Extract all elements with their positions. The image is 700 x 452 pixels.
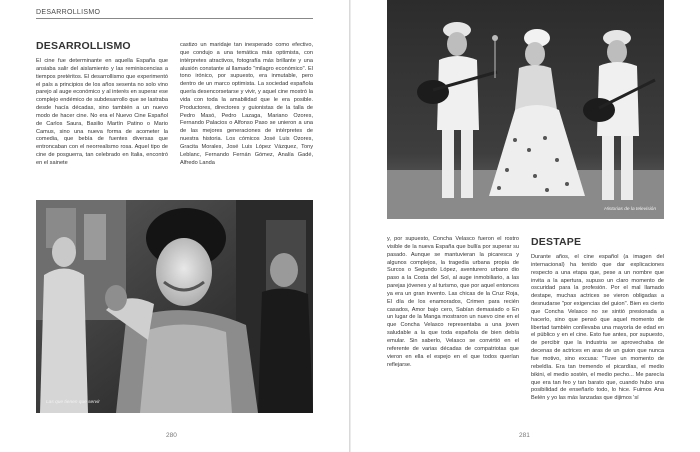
left-photo-caption: Las que tienen que servir [46,400,100,405]
left-page-number: 280 [166,432,177,439]
right-page [351,0,700,452]
section-title-destape: DESTAPE [531,236,582,248]
right-photo-caption: Historias de la televisión [604,207,656,212]
left-column-2-text: castizo un maridaje tan inesperado como efectivo, que condujo a una temática más optimista, con intérpretes atractivos, fotografía más brillante y una alusión constante al llamado "milagro económico". El tono irónico, por supuesto, era inmutable, pero dentro de un marco optimista. La sociedad española quería desencorsetarse y vivir, y aquel cine mostró la vida con toda la amabilidad que le era posible. Productores, directores y guionistas de la talla de Pedro Masó, Pedro Lazaga, Mariano Ozores, Fernando Palacios o Alfonso Paso se unieron a una de las mejores generaciones de intérpretes de nuestra historia. Los cómicos José Luis Ozores, Gracita Morales, José Luis López Vázquez, Tony Leblanc, Fernando Fernán Gómez, Analía Gadé, Alfredo Landa [180,42,313,166]
running-head: DESARROLLISMO [36,9,313,19]
right-film-still-photo [387,0,664,219]
section-title-desarrollismo: DESARROLLISMO [36,40,131,52]
right-column-1-text: y, por supuesto, Concha Velasco fueron el rostro visible de la nueva España que bullía por superar su pasado. Aunque se mantuvieran la picaresca y algunos complejos, la tragedia urbana propia de Surcos o Segundo López, aventurero urbano dio paso a la Costa del Sol, al auge inmobiliario, a las parejas jóvenes y al turismo, que por aquel entonces ya era un gran invento. Las chicas de la Cruz Roja, El día de los enamorados, Crimen para recién casados, Amor bajo cero, Sabían demasiado o En un lugar de la Manga mostraron un nuevo cine en el que Concha Velasco representaba a una joven saludable a la que toda española de bien debía emular. Sin saberlo, Velasco se convirtió en el referente de varias décadas de compatriotas que vieron en ella el espejo en el que todos querían reflejarse. [387,236,519,368]
left-column-1-text: El cine fue determinante en aquella España que ansiaba salir del aislamiento y las reminiscencias a tiempos pretéritos. El desarrollismo que experimentó el país a principios de los años sesenta no solo vino parejo al auge económico y al interés en superar ese complejo endémico de subdesarrollo que se lastraba desde hacía décadas, sino también a un nuevo modo de hacer cine. No era el Nuevo Cine Español de Carlos Saura, Basilio Martín Patino o Mario Camus, sino una nueva forma de acometer la comedia, que bebía de fuentes diversas que entroncaban con el neorrealismo rosa. Aquel tipo de cine de posguerra, tan celebrado en Italia, encontró en el sainete [36,58,168,166]
right-page-number: 281 [519,432,530,439]
left-page [0,0,349,452]
right-column-2-text: Durante años, el cine español (a imagen del internacional) ha tenido que dar explicaciones respecto a una etapa que, pese a un nombre que invita a la apertura, supuso un claro momento de oscuridad para la profesión. Por el mal llamado destape, muchas actrices se vieron obligadas a desnudarse "por exigencias del guion". Bien es cierto que Concha Velasco no se sintió presionada a hacerlo, sino que pensó que aquel momento de libertad también conllevaba una mayoría de edad en el público y en el cine. Esto fue antes, por supuesto, de percibir que la industria se aprovechaba de decenas de actrices en aras de un guion que nunca fue motivo, sino excusa: "Tuve un momento de rebeldía. Era tan tremendo el picardías, el medio bikini, el medio sostén, el medio pecho... Me parecía que era tan feo y tan barato que, cuando hubo una posibilidad de enseñarlo todo, lo hice. Fuimos Ana Belén y yo las más lanzadas que dijimos 'sí [531,254,664,402]
left-film-still-photo [36,200,313,413]
